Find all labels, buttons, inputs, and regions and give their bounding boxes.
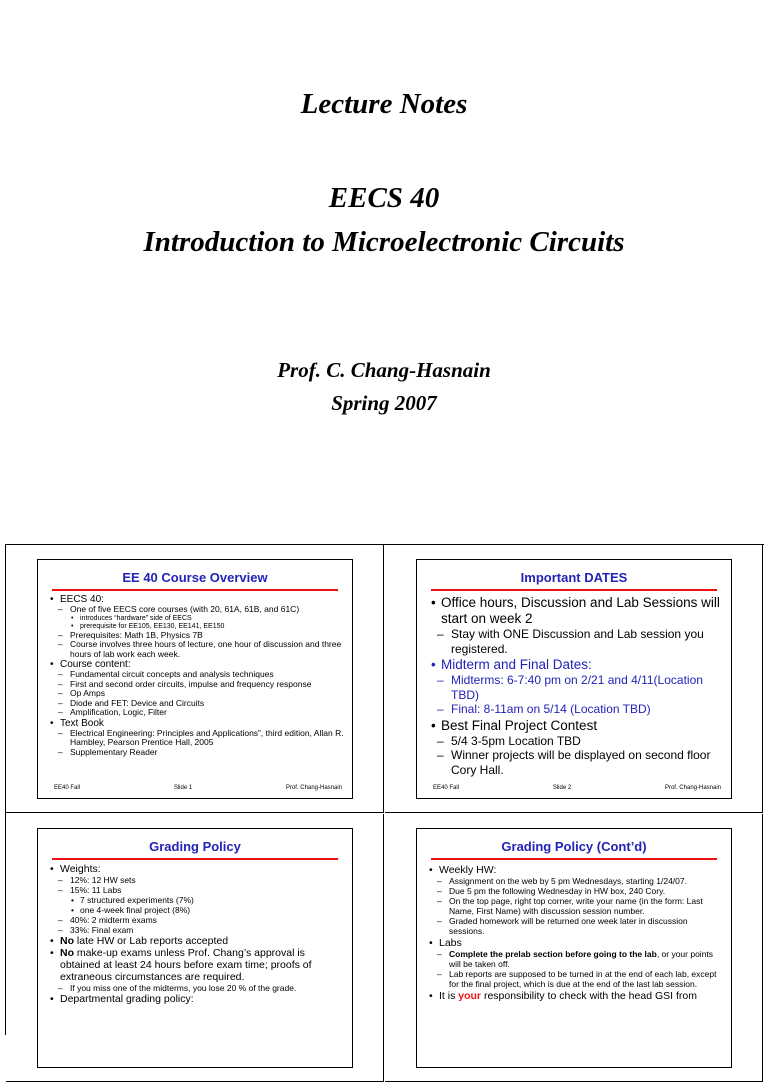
sub-bullet: – Graded homework will be returned one week later in discussion sessions.: [429, 916, 723, 936]
emphasis: your: [458, 990, 482, 1002]
bullet: • Weights:: [50, 863, 344, 875]
slide-body: [417, 591, 731, 777]
bullet-text: , or your points will be taken off.: [449, 949, 714, 969]
bullet: • Office hours, Discussion and Lab Sessions will start on week 2: [431, 595, 723, 627]
footer-author: Prof. Chang-Hasnain: [285, 785, 342, 791]
cover-title-block: [0, 0, 768, 540]
slide-cell-3: [6, 814, 384, 1082]
sub-bullet: – If you miss one of the midterms, you lose 20 % of the grade.: [50, 983, 344, 993]
bullet: [50, 947, 344, 983]
emphasis: Complete the prelab section before going to the lab: [449, 949, 657, 959]
footer-course: EE40 Fall: [54, 785, 81, 791]
emphasis: No: [60, 935, 74, 947]
course-title: Introduction to Microelectronic Circuits: [143, 226, 625, 258]
sub-sub-bullet: • introduces “hardware” side of EECS: [50, 615, 344, 623]
sub-bullet: – Course involves three hours of lecture, one hour of discussion and three hours of lab work each week.: [50, 640, 344, 659]
slide-3: [37, 828, 353, 1068]
sub-bullet: – One of five EECS core courses (with 20, 61A, 61B, and 61C): [50, 605, 344, 615]
bullet: • Text Book: [50, 718, 344, 729]
slide-title: EE 40 Course Overview: [122, 570, 268, 585]
sub-bullet: [429, 949, 723, 969]
slide-footer: [433, 785, 721, 791]
emphasis: No: [60, 947, 74, 959]
bullet: • Departmental grading policy:: [50, 993, 344, 1005]
sub-bullet: – 15%: 11 Labs: [50, 885, 344, 895]
bullet: • Course content:: [50, 659, 344, 670]
sub-bullet: – Due 5 pm the following Wednesday in HW box, 240 Cory.: [429, 886, 723, 896]
sub-bullet: – Supplementary Reader: [50, 748, 344, 758]
slide-4: [416, 828, 732, 1068]
slide-footer: [54, 785, 342, 791]
bullet-text: make-up exams unless Prof. Chang’s approval is obtained at least 24 hours before exam time; proofs of extraneous circumstances are required.: [60, 947, 312, 983]
footer-author: Prof. Chang-Hasnain: [664, 785, 721, 791]
slide-2: [416, 559, 732, 799]
sub-sub-bullet: • 7 structured experiments (7%): [50, 895, 344, 905]
slide-1: [37, 559, 353, 799]
sub-bullet: – Prerequisites: Math 1B, Physics 7B: [50, 631, 344, 641]
slide-title: Grading Policy: [149, 839, 241, 854]
bullet-text: late HW or Lab reports accepted: [74, 935, 229, 947]
bullet: • Midterm and Final Dates:: [431, 657, 723, 673]
bullet: • Weekly HW:: [429, 864, 723, 876]
sub-bullet: – First and second order circuits, impulse and frequency response: [50, 680, 344, 690]
sub-bullet: – Fundamental circuit concepts and analysis techniques: [50, 670, 344, 680]
slide-grid: [5, 544, 764, 1035]
slide-cell-1: [6, 545, 384, 813]
term: Spring 2007: [331, 391, 437, 415]
slide-body: [38, 591, 352, 757]
course-code: EECS 40: [328, 182, 440, 214]
footer-slide-number: Slide 2: [552, 785, 572, 791]
sub-bullet: – Lab reports are supposed to be turned in at the end of each lab, except for the final project, which is due at the end of the last lab session.: [429, 969, 723, 989]
footer-slide-number: Slide 1: [173, 785, 193, 791]
sub-bullet: – Op Amps: [50, 689, 344, 699]
bullet: • EECS 40:: [50, 594, 344, 605]
slide-body: [417, 860, 731, 1002]
slide-cell-4: [385, 814, 763, 1082]
sub-bullet: – Stay with ONE Discussion and Lab session you registered.: [431, 627, 723, 656]
sub-bullet: – 33%: Final exam: [50, 925, 344, 935]
slide-title: Grading Policy (Cont’d): [501, 839, 647, 854]
sub-bullet: – On the top page, right top corner, write your name (in the form: Last Name, First Name) with discussion session number.: [429, 896, 723, 916]
sub-bullet: – Final: 8-11am on 5/14 (Location TBD): [431, 702, 723, 717]
sub-sub-bullet: • one 4-week final project (8%): [50, 905, 344, 915]
sub-sub-bullet: • prerequisite for EE105, EE130, EE141, EE150: [50, 623, 344, 631]
instructor: Prof. C. Chang-Hasnain: [277, 358, 491, 382]
sub-bullet: – Diode and FET: Device and Circuits: [50, 699, 344, 709]
slide-title: Important DATES: [520, 570, 628, 585]
slide-cell-2: [385, 545, 763, 813]
sub-bullet: – Electrical Engineering: Principles and Applications”, third edition, Allan R. Hambley, Pearson Prentice Hall, 2005: [50, 729, 344, 748]
sub-bullet: – 40%: 2 midterm exams: [50, 915, 344, 925]
sub-bullet: – Midterms: 6-7:40 pm on 2/21 and 4/11(Location TBD): [431, 673, 723, 702]
sub-bullet: – 12%: 12 HW sets: [50, 875, 344, 885]
bullet: • Labs: [429, 937, 723, 949]
footer-course: EE40 Fall: [433, 785, 460, 791]
cover-heading: Lecture Notes: [300, 88, 468, 120]
sub-bullet: – Assignment on the web by 5 pm Wednesdays, starting 1/24/07.: [429, 876, 723, 886]
bullet: [429, 990, 723, 1002]
slide-body: [38, 860, 352, 1005]
sub-bullet: – Winner projects will be displayed on second floor Cory Hall.: [431, 748, 723, 777]
bullet-text: responsibility to check with the head GSI from: [481, 990, 697, 1002]
bullet-text: It is: [439, 990, 459, 1002]
sub-bullet: – 5/4 3-5pm Location TBD: [431, 734, 723, 749]
sub-bullet: – Amplification, Logic, Filter: [50, 708, 344, 718]
bullet: [50, 935, 344, 947]
bullet: • Best Final Project Contest: [431, 718, 723, 734]
